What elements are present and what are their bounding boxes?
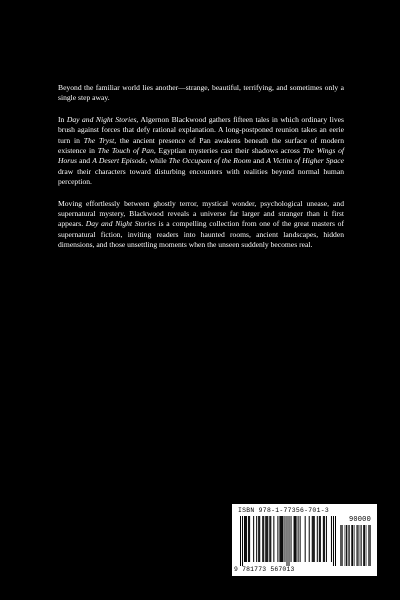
barcode-bar [305,516,306,562]
story-title: The Touch of Pan [97,146,154,156]
barcode-bar [369,525,370,566]
barcode-bar [246,516,247,562]
story-title: The Tryst [83,135,115,145]
barcode-bar [357,525,358,566]
barcode-bar [368,525,369,566]
barcode-bar [294,516,295,562]
barcode-bar [351,525,352,566]
text-run: Moving effortlessly between ghostly terror, mystical wonder, psychological unease, and supernatural mystery, Blackwood reveals a universe far larger and stranger than it first appears. [58,198,344,229]
barcode-bar [286,516,287,566]
barcode-bar [319,516,320,562]
barcode-bar [342,525,343,566]
text-run: , the ancient presence of Pan awakens beneath the surface of modern existence in [58,135,345,156]
barcode-bar [284,516,285,562]
barcode-bar [363,525,364,566]
barcode-bar [259,516,260,562]
barcode-bar [265,516,266,562]
barcode-bar [266,516,267,562]
barcode-bar [360,525,361,566]
barcode-bar [341,525,342,566]
barcode-bar [281,516,282,562]
barcode-bar [324,516,325,562]
barcode-bar [279,516,280,562]
barcode-bar [313,516,314,562]
barcode-bar [356,525,357,566]
barcode-bar [320,516,321,562]
text-run: , Egyptian mysteries cast their shadows across [153,146,303,156]
barcode-bar [353,525,354,566]
barcode-bar [253,516,254,562]
text-run: , while [145,156,169,166]
story-title: The Wings of Horus [58,146,344,166]
barcode-bar [312,516,313,562]
story-title: Day and Night Stories [66,114,137,124]
addon-barcode-bars [340,525,371,566]
barcode-bar [240,516,241,566]
barcode-bar [245,516,246,562]
barcode-bar [249,516,250,562]
barcode-bar [280,516,281,562]
barcode-bar [345,525,346,566]
isbn-barcode [232,504,377,576]
book-title: Day and Night Stories [85,219,156,229]
barcode-bar [298,516,299,562]
blurb-paragraph-1: Beyond the familiar world lies another—strange, beautiful, terrifying, and sometimes only a single step away. [58,83,344,103]
isbn-label: ISBN 978-1-77356-701-3 [238,507,329,514]
barcode-bar [256,516,257,562]
barcode-bar [335,516,336,566]
barcode-bar [248,516,249,562]
barcode-bar [323,516,324,562]
barcode-bar [309,516,310,562]
barcode-bar [262,516,263,562]
barcode-bar [348,525,349,566]
barcode-bar [352,525,353,566]
barcode-bar [364,525,365,566]
story-title: The Occupant of the Room [168,156,251,166]
barcode-bar [349,525,350,566]
barcode-bar [296,516,297,562]
text-run: draw their characters toward disturbing encounters with realities beyond normal human perception. [58,166,344,187]
barcode-bar [277,516,278,562]
barcode-bar [258,516,259,562]
barcode-bar [354,525,355,566]
barcode-bar [244,516,245,562]
barcode-bar [364,525,365,566]
ean-digits: 9 781773 567013 [234,566,295,573]
barcode-bar [300,516,301,562]
barcode-bar [361,525,362,566]
barcode-bar [333,516,334,566]
blurb-text [58,83,344,251]
barcode-bar [366,525,367,566]
barcode-bar [270,516,271,562]
barcode-bar [317,516,318,562]
barcode-bar [289,516,290,566]
barcode-bar [314,516,315,562]
barcode-bar [346,525,347,566]
blurb-paragraph-3 [58,199,344,251]
story-title: A Desert Episode [92,156,146,166]
barcode-bar [326,516,327,562]
barcode-bar [269,516,270,562]
text-run: is a compelling collection from one of the great masters of supernatural fiction, inviting readers into haunted rooms, ancient landscapes, hidden dimensions, and those unsettling moments when the unseen suddenly becomes real. [58,219,344,250]
text-run: , Algernon Blackwood gathers fifteen tales in which ordinary lives brush against forces that defy rational explanation. A long-postponed reunion takes an eerie turn in [58,114,344,145]
text-run: In [58,114,67,124]
barcode-bar [358,525,359,566]
text-run: and [77,156,93,166]
barcode-bar [347,525,348,566]
barcode-bar [263,516,264,562]
barcode-bar [242,516,243,566]
barcode-bar [370,525,371,566]
barcode-bar [282,516,283,562]
ean-barcode-bars [240,516,336,566]
barcode-bar [331,516,332,562]
barcode-bar [340,525,341,566]
barcode-bar [291,516,292,562]
price-code: 90000 [348,516,371,524]
barcode-bar [267,516,268,562]
story-title: A Victim of Higher Space [266,156,344,166]
barcode-bar [273,516,274,562]
barcode-bar [295,516,296,562]
blurb-paragraph-2 [58,115,344,188]
text-run: and [250,156,267,166]
